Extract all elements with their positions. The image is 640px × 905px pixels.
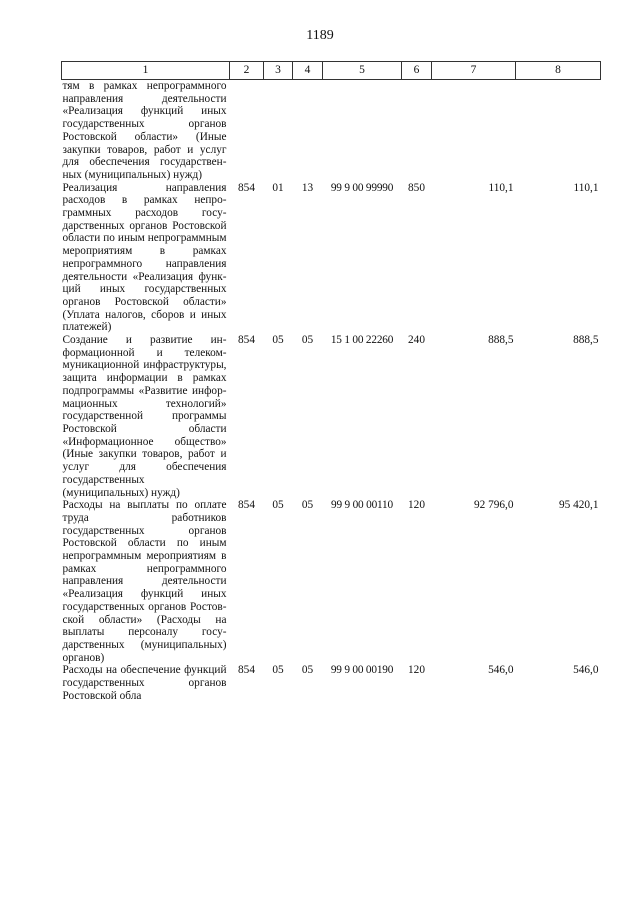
cell-section: 05 bbox=[272, 499, 284, 512]
cell-subsection bbox=[293, 80, 323, 182]
cell-expense-type: 240 bbox=[408, 334, 425, 347]
cell-amount-year2: 546,0 bbox=[573, 664, 599, 677]
page-number: 1189 bbox=[306, 28, 334, 43]
column-header: 3 bbox=[264, 62, 293, 80]
table-row bbox=[62, 499, 601, 664]
table-row bbox=[62, 80, 601, 182]
column-header: 4 bbox=[293, 62, 323, 80]
cell-section: 01 bbox=[272, 181, 284, 194]
cell-target-article: 99 9 00 00110 bbox=[331, 499, 393, 512]
column-header: 1 bbox=[62, 62, 230, 80]
cell-target-article: 15 1 00 22260 bbox=[330, 334, 394, 347]
row-description: Создание и развитие информационной и телекоммуникационной инфраструктуры, защита информации в рамках подпрограммы «Развитие информационных технологий» государственной программы Ростовской области «Информационное общество» (Иные закупки товаров, работ и услуг для обеспечения государственных (муниципальных) нужд) bbox=[62, 334, 227, 499]
row-description: Реализация направления расходов в рамках непрограммных расходов государственных органов Ростовской области по иным непрограммным мероприятиям в рамках непрограммного направления деятельности «Реализация функций иных государственных органов Ростовской области» (Уплата налогов, сборов и иных платежей) bbox=[62, 181, 227, 334]
cell-subsection: 05 bbox=[301, 499, 314, 512]
cell-section: 05 bbox=[272, 334, 284, 347]
cell-amount-year2: 110,1 bbox=[573, 181, 599, 194]
cell-expense-type: 120 bbox=[408, 664, 425, 677]
table-row bbox=[62, 664, 601, 702]
cell-expense-type bbox=[402, 80, 432, 182]
cell-subsection: 05 bbox=[301, 664, 314, 677]
cell-subsection: 05 bbox=[301, 334, 314, 347]
cell-ministry-code: 854 bbox=[238, 664, 255, 677]
cell-target-article: 99 9 00 00190 bbox=[330, 664, 394, 677]
cell-amount-year2: 95 420,1 bbox=[558, 499, 599, 512]
column-header: 2 bbox=[230, 62, 264, 80]
row-description: Расходы на выплаты по оплате труда работников государственных органов Ростовской области по иным непрограммным мероприятиям в рамках непрограммного направления деятельности «Реализация функций иных государственных органов Ростовской области» (Расходы на выплаты персоналу государственных (муниципальных) органов) bbox=[62, 499, 227, 664]
cell-ministry-code: 854 bbox=[238, 334, 255, 347]
table-row bbox=[62, 334, 601, 499]
cell-section bbox=[264, 80, 293, 182]
table-row bbox=[62, 182, 601, 334]
cell-amount-year1: 888,5 bbox=[488, 334, 514, 347]
cell-amount-year2 bbox=[516, 80, 601, 182]
cell-section: 05 bbox=[272, 664, 284, 677]
cell-amount-year2: 888,5 bbox=[573, 334, 599, 347]
cell-ministry-code: 854 bbox=[238, 181, 255, 194]
cell-expense-type: 850 bbox=[408, 181, 425, 194]
row-description: Расходы на обеспечение функций государственных органов Ростовской обла bbox=[62, 664, 227, 702]
budget-table bbox=[61, 61, 601, 702]
cell-target-article: 99 9 00 99990 bbox=[330, 181, 394, 194]
column-header: 6 bbox=[402, 62, 432, 80]
cell-expense-type: 120 bbox=[408, 499, 425, 512]
column-header: 7 bbox=[432, 62, 516, 80]
column-header: 8 bbox=[516, 62, 601, 80]
cell-amount-year1: 110,1 bbox=[488, 181, 514, 194]
cell-ministry-code: 854 bbox=[238, 499, 255, 512]
cell-amount-year1: 92 796,0 bbox=[473, 499, 514, 512]
cell-amount-year1: 546,0 bbox=[488, 664, 514, 677]
row-description: тям в рамках непрограммного направления деятельности «Реализация функций иных государственных органов Ростовской области» (Иные закупки товаров, работ и услуг для обеспечения государственных (муниципальных) нужд) bbox=[62, 80, 227, 181]
cell-ministry-code bbox=[230, 80, 264, 182]
cell-subsection: 13 bbox=[301, 181, 314, 194]
column-header: 5 bbox=[323, 62, 402, 80]
table-header-row bbox=[62, 62, 601, 80]
cell-target-article bbox=[323, 80, 402, 182]
cell-amount-year1 bbox=[432, 80, 516, 182]
